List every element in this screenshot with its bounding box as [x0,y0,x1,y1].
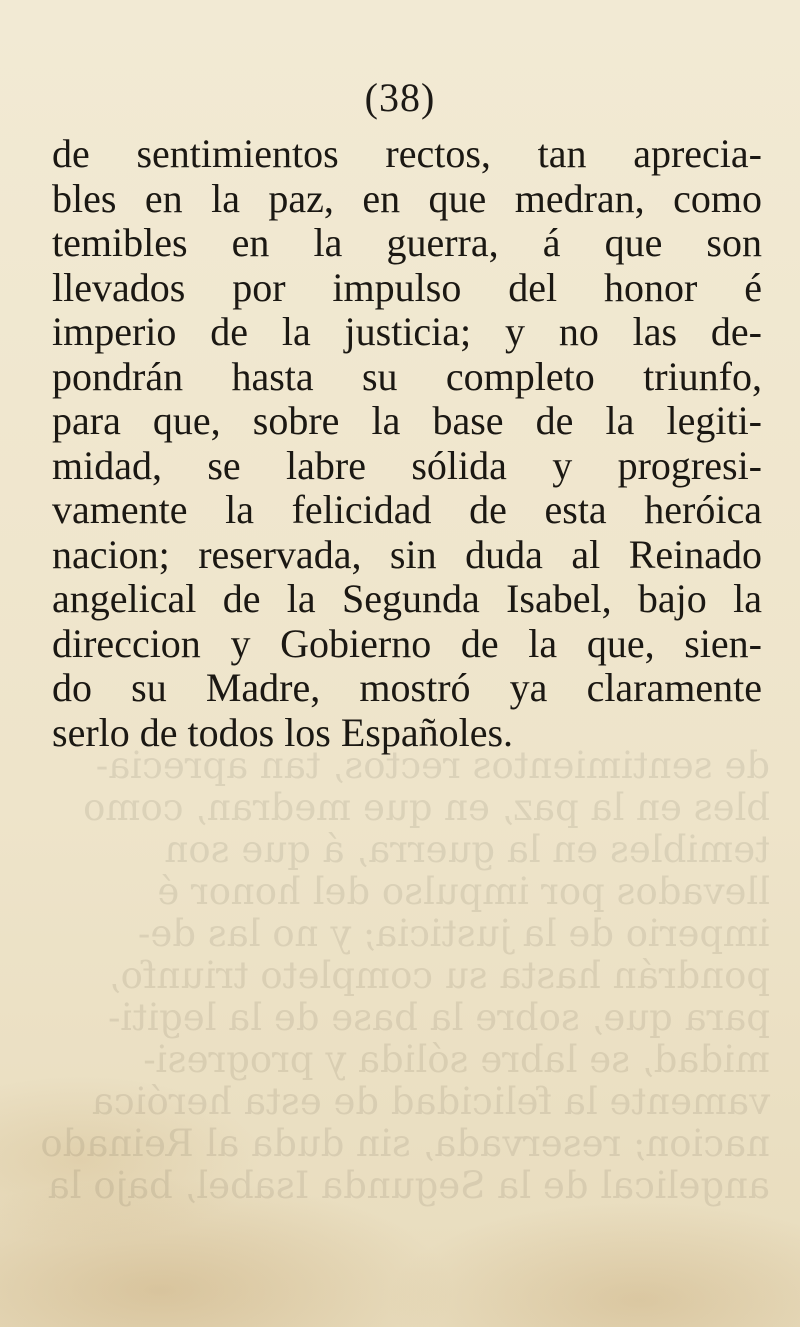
text-line: para que, sobre la base de la legiti- [52,398,762,443]
page-number: (38) [364,75,436,120]
text-line: vamente la felicidad de esta heróica [52,487,762,532]
text-line: do su Madre, mostró ya claramente [52,665,762,710]
text-line: bles en la paz, en que medran, como [52,175,762,221]
text-line: angelical de la Segunda Isabel, bajo la [52,576,762,621]
text-line: imperio de la justicia; y no las de- [52,309,762,354]
text-line: de sentimientos rectos, tan aprecia- [52,131,762,176]
body-text [52,132,762,755]
show-through-texture: de sentimientos rectos, tan aprecia- bles en la paz, en que medran, como temibles en la guerra, á que son llevados por impulso del honor é imperio de la justicia; y no las de- pondrán hasta su completo triunfo, para que, sobre la base de la legiti- midad, se labre sólida y progresi- vamente la felicidad de esta heróica nacion; reservada, sin duda al Reinado angelical de la Segunda Isabel, bajo la [40,744,770,1207]
text-line: midad, se labre sólida y progresi- [52,442,762,488]
text-line: nacion; reservada, sin duda al Reinado [52,531,762,577]
text-line: direccion y Gobierno de la que, sien- [52,620,762,666]
text-line: temibles en la guerra, á que son [52,220,762,265]
text-line: llevados por impulso del honor é [52,264,762,310]
text-line-last: serlo de todos los Españoles. [52,709,514,755]
text-line: pondrán hasta su completo triunfo, [52,353,762,399]
